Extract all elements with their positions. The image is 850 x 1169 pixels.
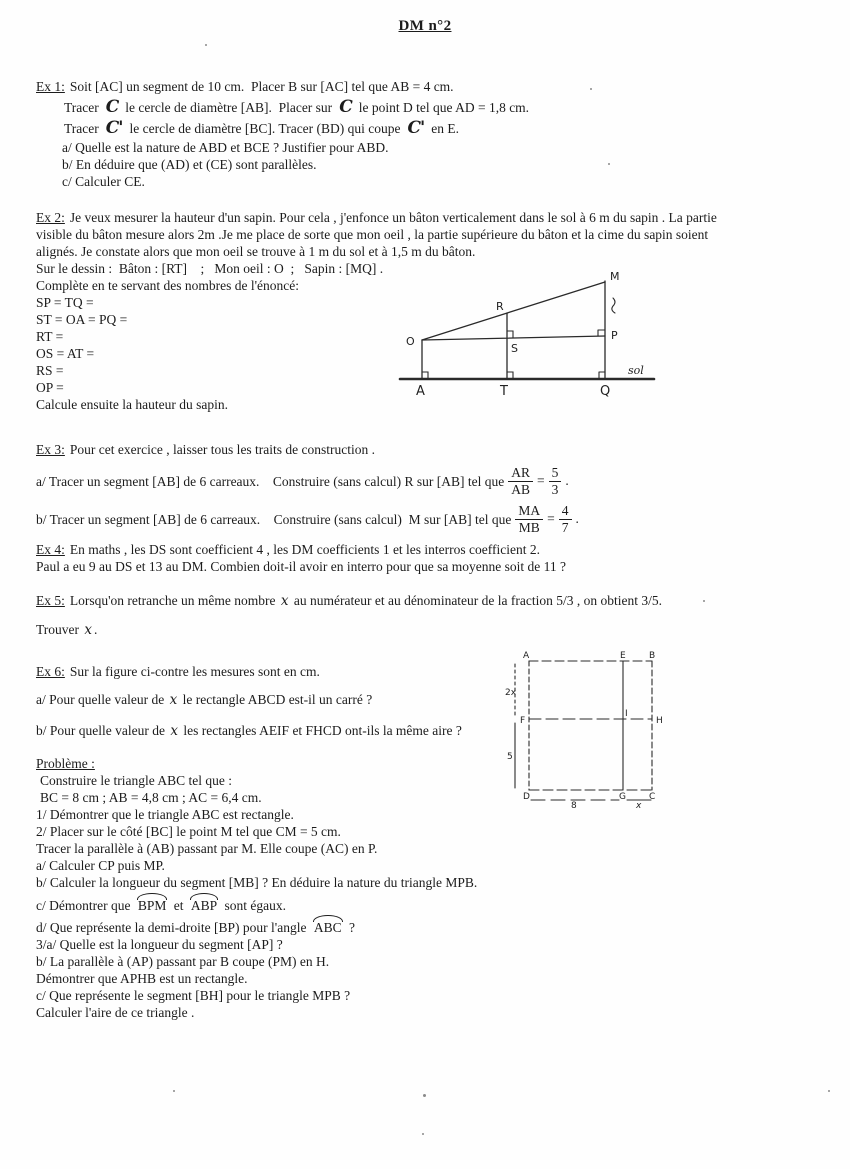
circle-symbol: C <box>105 97 119 117</box>
ex5-label: Ex 5: <box>36 593 65 608</box>
scan-speck <box>205 44 207 46</box>
probleme-line13: c/ Que représente le segment [BH] pour le triangle MPB ? <box>36 988 351 1003</box>
ex1-line3: Tracer C' le cercle de diamètre [BC]. Tracer (BD) qui coupe C' en E. <box>64 118 460 138</box>
fraction-4-7: $\frac{4}{7}$ <box>559 504 572 534</box>
ex2-line5: Complète en te servant des nombres de l'énoncé: <box>36 278 299 293</box>
ex2-fill-line: SP = TQ = <box>36 295 94 310</box>
ex5-line1: Ex 5: Lorsqu'on retranche un même nombre x au numérateur et au dénominateur de la fraction 5/3 , on obtient 3/5. <box>36 593 663 609</box>
dim-label-x: x <box>636 801 642 809</box>
ex2-fill-line: OP = <box>36 380 64 395</box>
ex4-line1: Ex 4: En maths , les DS sont coefficient 4 , les DM coefficients 1 et les interros coefficient 2. <box>36 542 541 557</box>
ex2-line3: alignés. Je constate alors que mon oeil se trouve à 1 m du sol et à 1,5 m du bâton. <box>36 244 476 259</box>
section-ex3 <box>36 441 826 536</box>
ex6-question-a: a/ Pour quelle valeur de x le rectangle ABCD est-il un carré ? <box>36 692 373 708</box>
ex2-fill-line: RS = <box>36 363 64 378</box>
ex2-fill-line: RT = <box>36 329 64 344</box>
probleme-line10: 3/a/ Quelle est la longueur du segment [AP] ? <box>36 937 283 952</box>
circle-prime-symbol: C' <box>105 118 123 138</box>
ex6-label: Ex 6: <box>36 664 65 679</box>
probleme-line7: b/ Calculer la longueur du segment [MB] ? En déduire la nature du triangle MPB. <box>36 875 478 890</box>
ex2-line2: visible du bâton mesure alors 2m .Je me place de sorte que mon oeil , la partie supérieure du bâton et la cime du sapin soient <box>36 227 709 242</box>
point-label-O: O <box>406 335 415 348</box>
point-label-D: D <box>523 792 530 802</box>
probleme-line14: Calculer l'aire de ce triangle . <box>36 1005 195 1020</box>
page-title: DM n°2 <box>398 18 452 34</box>
tree-segment-squiggle <box>612 298 615 313</box>
ex2-line4: Sur le dessin : Bâton : [RT] ; Mon oeil : O ; Sapin : [MQ] . <box>36 261 384 276</box>
point-label-R: R <box>496 300 504 313</box>
dim-label-8: 8 <box>571 801 577 809</box>
probleme-line6: a/ Calculer CP puis MP. <box>36 858 165 873</box>
point-label-M: M <box>610 270 620 283</box>
fraction-MA-MB: $\frac{MA}{MB}$ <box>515 504 543 534</box>
ex2-line6: Calcule ensuite la hauteur du sapin. <box>36 397 228 412</box>
point-label-I: I <box>625 709 628 719</box>
angle-BPM: BPM <box>137 898 167 913</box>
ex3-label: Ex 3: <box>36 442 65 457</box>
ex3-intro: Ex 3: Pour cet exercice , laisser tous les traits de construction . <box>36 442 376 457</box>
point-label-G: G <box>619 792 626 802</box>
point-label-A: A <box>416 384 425 399</box>
section-ex1 <box>36 77 816 190</box>
point-label-P: P <box>611 329 618 342</box>
point-label-H: H <box>656 716 663 726</box>
ex1-question-a: a/ Quelle est la nature de ABD et BCE ? Justifier pour ABD. <box>62 140 389 155</box>
angle-ABP: ABP <box>190 898 218 913</box>
fraction-AR-AB: $\frac{AR}{AB}$ <box>508 466 533 496</box>
ex3-question-b: b/ Tracer un segment [AB] de 6 carreaux. Construire (sans calcul) M sur [AB] tel que $\frac{MA}{MB}$ = $\frac{4}{7}$ . <box>36 503 579 535</box>
ex5-line2: Trouver x . <box>36 622 98 638</box>
right-angle-mark-P <box>598 330 605 336</box>
fraction-5-3: $\frac{5}{3}$ <box>549 466 562 496</box>
section-ex5 <box>36 592 826 639</box>
probleme-line8: c/ Démontrer que BPM et ABP sont égaux. <box>36 898 287 913</box>
scan-speck <box>422 1133 424 1135</box>
variable-x: x <box>84 622 93 638</box>
dim-label-5: 5 <box>507 752 513 762</box>
probleme-line11: b/ La parallèle à (AP) passant par B coupe (PM) en H. <box>36 954 330 969</box>
probleme-line1: Construire le triangle ABC tel que : <box>40 773 232 788</box>
ex6-intro: Ex 6: Sur la figure ci-contre les mesures sont en cm. <box>36 664 320 679</box>
section-ex4 <box>36 541 826 575</box>
ex3-question-a: a/ Tracer un segment [AB] de 6 carreaux. Construire (sans calcul) R sur [AB] tel que $\frac{AR}{AB}$ = $\frac{5}{3}$ . <box>36 465 569 497</box>
ex1-line1: Ex 1: Soit [AC] un segment de 10 cm. Placer B sur [AC] tel que AB = 4 cm. <box>36 79 454 94</box>
probleme-line12: Démontrer que APHB est un rectangle. <box>36 971 248 986</box>
point-label-A: A <box>523 651 530 661</box>
angle-ABC: ABC <box>313 920 342 935</box>
probleme-line3: 1/ Démontrer que le triangle ABC est rectangle. <box>36 807 294 822</box>
scan-speck <box>828 1090 830 1092</box>
ex2-diagram <box>392 266 664 401</box>
point-label-C: C <box>649 792 656 802</box>
probleme-line4: 2/ Placer sur le côté [BC] le point M tel que CM = 5 cm. <box>36 824 341 839</box>
probleme-line9: d/ Que représente la demi-droite [BP) pour l'angle ABC ? <box>36 920 355 935</box>
scan-speck <box>423 1094 426 1097</box>
section-probleme <box>36 755 636 1021</box>
variable-x: x <box>280 593 289 609</box>
ex4-line2: Paul a eu 9 au DS et 13 au DM. Combien doit-il avoir en interro pour que sa moyenne soit de 11 ? <box>36 559 567 574</box>
ex4-label: Ex 4: <box>36 542 65 557</box>
ex6-question-b: b/ Pour quelle valeur de x les rectangles AEIF et FHCD ont-ils la même aire ? <box>36 723 462 739</box>
ex1-label: Ex 1: <box>36 79 65 94</box>
right-angle-mark-S <box>507 331 513 338</box>
section-ex6 <box>36 663 496 740</box>
probleme-label: Problème : <box>36 756 95 771</box>
probleme-line2: BC = 8 cm ; AB = 4,8 cm ; AC = 6,4 cm. <box>40 790 262 805</box>
dim-label-2x: 2x <box>505 688 517 698</box>
ex2-line1: Ex 2: Je veux mesurer la hauteur d'un sapin. Pour cela , j'enfonce un bâton verticalement dans le sol à 6 m du sapin . La partie <box>36 210 717 225</box>
point-label-T: T <box>500 384 508 399</box>
ex1-line2: Tracer C le cercle de diamètre [AB]. Placer sur C le point D tel que AD = 1,8 cm. <box>64 97 530 117</box>
point-label-B: B <box>649 651 656 661</box>
scan-speck <box>703 600 705 602</box>
ex1-question-b: b/ En déduire que (AD) et (CE) sont parallèles. <box>62 157 317 172</box>
point-label-F: F <box>520 716 526 726</box>
sol-label: sol <box>628 364 644 377</box>
point-label-E: E <box>620 651 626 661</box>
ex1-question-c: c/ Calculer CE. <box>62 174 145 189</box>
ex2-fill-line: ST = OA = PQ = <box>36 312 128 327</box>
point-label-S: S <box>511 342 518 355</box>
ex2-label: Ex 2: <box>36 210 65 225</box>
scan-speck <box>608 163 610 165</box>
scan-speck <box>590 88 592 90</box>
scan-speck <box>173 1090 175 1092</box>
probleme-line5: Tracer la parallèle à (AB) passant par M. Elle coupe (AC) en P. <box>36 841 378 856</box>
circle-prime-symbol: C' <box>407 118 425 138</box>
variable-x: x <box>170 723 178 739</box>
circle-symbol: C <box>339 97 352 117</box>
ex2-fill-line: OS = AT = <box>36 346 95 361</box>
point-label-Q: Q <box>600 384 611 399</box>
variable-x: x <box>169 692 178 708</box>
